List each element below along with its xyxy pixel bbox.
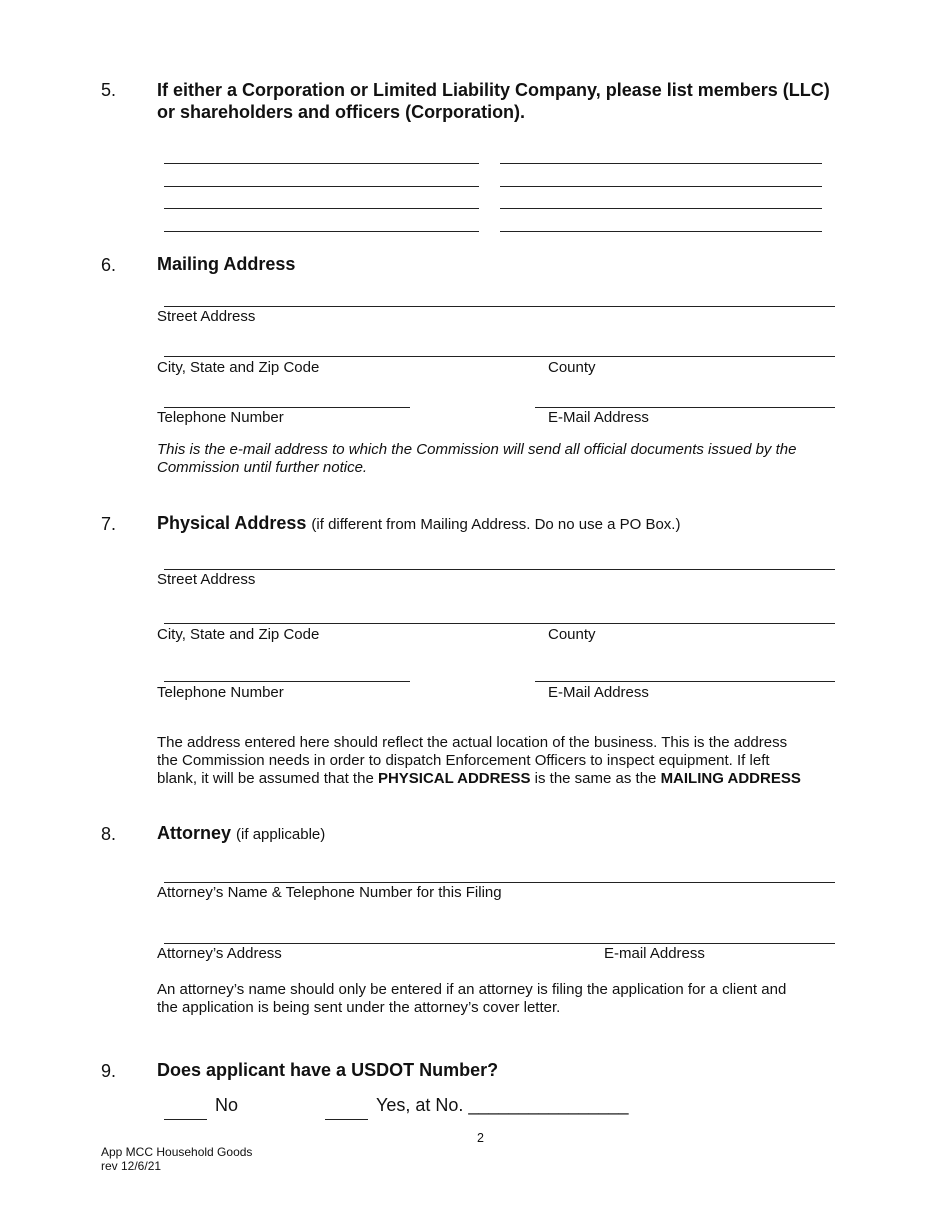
- member-field-5[interactable]: [164, 208, 479, 209]
- section-7-title-row: [157, 513, 680, 534]
- member-field-4[interactable]: [500, 186, 822, 187]
- page-number: 2: [477, 1131, 484, 1145]
- mailing-email-field[interactable]: [535, 407, 835, 408]
- section-7-number: 7.: [101, 514, 117, 534]
- mailing-city-county-field[interactable]: [164, 356, 835, 357]
- section-6-title: Mailing Address: [157, 254, 296, 274]
- physical-city-county-field[interactable]: [164, 623, 835, 624]
- physical-note-emphasis-physical: PHYSICAL ADDRESS: [377, 770, 531, 787]
- section-5-number: 5.: [101, 80, 117, 100]
- usdot-no-label: No: [215, 1095, 239, 1115]
- physical-county-label: County: [548, 626, 596, 643]
- attorney-name-field[interactable]: [164, 882, 835, 883]
- physical-note-line3-c: is the same as the: [530, 770, 661, 787]
- usdot-yes-checkbox-line[interactable]: [325, 1119, 368, 1120]
- section-8-subtitle: (if applicable): [236, 826, 326, 843]
- section-9-title: Does applicant have a USDOT Number?: [157, 1060, 499, 1080]
- member-field-1[interactable]: [164, 163, 479, 164]
- footer-form-name: App MCC Household Goods: [101, 1145, 253, 1159]
- mailing-street-label: Street Address: [157, 308, 256, 325]
- section-8-number: 8.: [101, 824, 117, 844]
- mailing-phone-label: Telephone Number: [157, 409, 284, 426]
- mailing-street-field[interactable]: [164, 306, 835, 307]
- physical-street-label: Street Address: [157, 571, 256, 588]
- footer-revision: rev 12/6/21: [101, 1159, 162, 1173]
- attorney-address-email-field[interactable]: [164, 943, 835, 944]
- mailing-city-label: City, State and Zip Code: [157, 359, 320, 376]
- member-field-3[interactable]: [164, 186, 479, 187]
- physical-city-label: City, State and Zip Code: [157, 626, 320, 643]
- physical-note-emphasis-mailing: MAILING ADDRESS: [660, 770, 801, 787]
- mailing-note-line2: Commission until further notice.: [157, 459, 368, 476]
- mailing-phone-field[interactable]: [164, 407, 410, 408]
- member-field-6[interactable]: [500, 208, 822, 209]
- physical-note-line3-a: blank, it will be assumed that the: [157, 770, 378, 787]
- usdot-no-checkbox-line[interactable]: [164, 1119, 207, 1120]
- physical-note-line1: The address entered here should reflect the actual location of the business. This is the address: [157, 734, 788, 751]
- member-field-2[interactable]: [500, 163, 822, 164]
- mailing-note-line1: This is the e-mail address to which the Commission will send all official documents issued by the: [157, 441, 797, 458]
- physical-note-line2: the Commission needs in order to dispatch Enforcement Officers to inspect equipment. If left: [157, 752, 770, 769]
- usdot-yes-label: Yes, at No. ________________: [376, 1095, 629, 1115]
- section-5-title-line1: If either a Corporation or Limited Liability Company, please list members (LLC): [157, 80, 830, 100]
- physical-phone-field[interactable]: [164, 681, 410, 682]
- attorney-email-label: E-mail Address: [604, 945, 705, 962]
- section-5-title-line2: or shareholders and officers (Corporation).: [157, 102, 526, 122]
- physical-email-label: E-Mail Address: [548, 684, 649, 701]
- mailing-email-label: E-Mail Address: [548, 409, 649, 426]
- section-8-title: Attorney: [157, 823, 232, 843]
- attorney-note-line2: the application is being sent under the attorney’s cover letter.: [157, 999, 561, 1016]
- section-9-number: 9.: [101, 1061, 117, 1081]
- section-7-title: Physical Address: [157, 513, 307, 533]
- section-6-number: 6.: [101, 255, 117, 275]
- section-8-title-row: [157, 823, 325, 844]
- physical-phone-label: Telephone Number: [157, 684, 284, 701]
- physical-street-field[interactable]: [164, 569, 835, 570]
- physical-email-field[interactable]: [535, 681, 835, 682]
- attorney-note-line1: An attorney’s name should only be entered if an attorney is filing the application for a client and: [157, 981, 787, 998]
- member-field-8[interactable]: [500, 231, 822, 232]
- attorney-address-label: Attorney’s Address: [157, 945, 282, 962]
- section-7-subtitle: (if different from Mailing Address. Do no use a PO Box.): [311, 516, 681, 533]
- mailing-county-label: County: [548, 359, 596, 376]
- physical-note-line3: [157, 770, 801, 787]
- attorney-name-label: Attorney’s Name & Telephone Number for this Filing: [157, 884, 502, 901]
- member-field-7[interactable]: [164, 231, 479, 232]
